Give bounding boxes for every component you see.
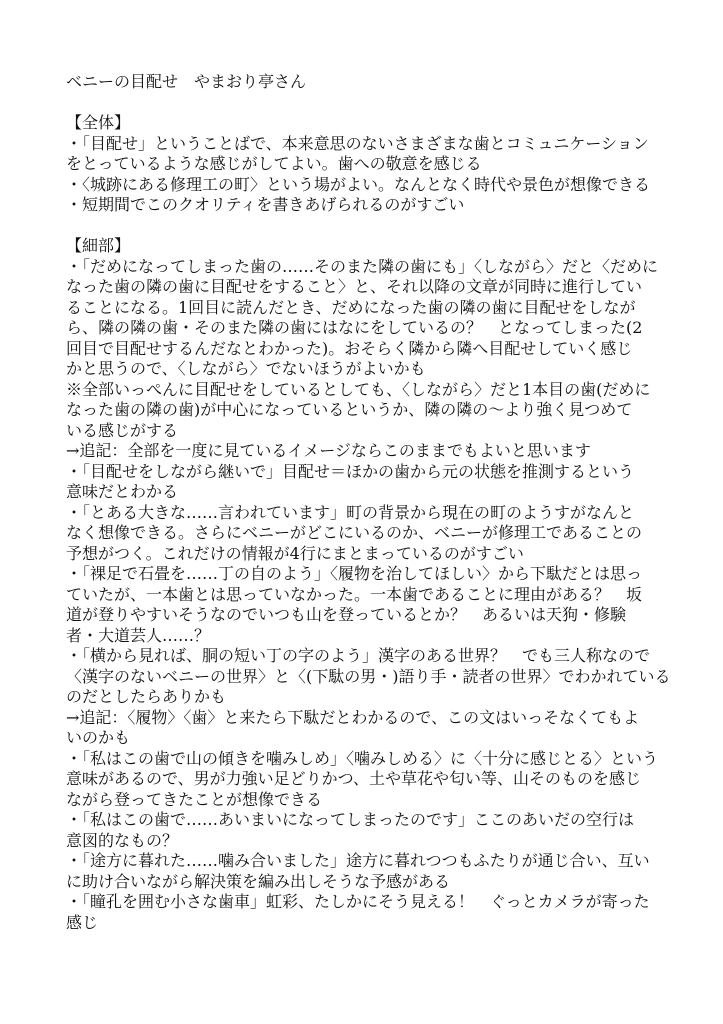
text-line: 者・大道芸人……？	[66, 625, 211, 645]
text-line: いる感じがする	[66, 420, 179, 440]
text-line: なった歯の隣の歯に目配せをすること〉と、それ以降の文章が同時に進行してい	[66, 277, 643, 296]
text-line: ・「私はこの歯で山の傾きを噛みしめ」〈噛みしめる〉に〈十分に感じとる〉という	[66, 748, 659, 768]
text-line: ※全部いっぺんに目配せをしているとしても、〈しながら〉だと1本目の歯(だめに	[66, 379, 651, 399]
blank-line	[66, 93, 683, 114]
text-line: 回目で目配せするんだなとわかった)。おそらく隣から隣へ目配せしていく感じ	[66, 338, 633, 358]
section-heading-details: 【細部】	[66, 236, 131, 255]
text-line: ・短期間でこのクオリティを書きあげられるのがすごい	[66, 195, 465, 214]
text-line: 感じ	[66, 912, 99, 932]
text-line: なく想像できる。さらにベニーがどこにいるのか、ベニーが修理工であることの	[66, 523, 643, 542]
text-line: に助け合いながら解決策を編み出しそうな予感がある	[66, 871, 451, 891]
text-line: →追記：全部を一度に見ているイメージならこのままでもよいと思います	[66, 441, 591, 460]
text-line: ・「目配せをしながら継いで」目配せ＝ほかの歯から元の状態を推測するという	[66, 461, 635, 481]
text-line: のだとしたらありかも	[66, 687, 227, 706]
text-line: なった歯の隣の歯)が中心になっているというか、隣の隣の～より強く見つめて	[66, 400, 633, 419]
text-line: いのかも	[66, 728, 131, 747]
text-line: かと思うので、〈しながら〉でないほうがよいかも	[66, 359, 426, 378]
text-line: 意図的なもの？	[66, 830, 179, 850]
section-overall-body	[66, 134, 683, 216]
text-line: ・「瞳孔を囲む小さな歯車」虹彩、たしかにそう見える！ ぐっとカメラが寄った	[66, 892, 650, 911]
text-line: ら、隣の隣の歯・そのまた隣の歯にはなにをしているの？ となってしまった(2	[66, 318, 643, 337]
text-line: ることになる。1回目に読んだとき、だめになった歯の隣の歯に目配せをしなが	[66, 297, 636, 317]
section-heading-overall: 【全体】	[66, 113, 131, 132]
text-line: ・〈城跡にある修理工の町〉という場がよい。なんとなく時代や景色が想像できる	[66, 174, 651, 194]
text-line: をとっているような感じがしてよい。歯への敬意を感じる	[66, 154, 482, 173]
blank-line	[66, 216, 683, 237]
text-line: 意味があるので、男が力強い足どりかつ、土や草花や匂い等、山そのものを感じ	[66, 769, 642, 788]
text-line: ・「裸足で石畳を……丁の自のよう」〈履物を治してほしい〉から下駄だとは思っ	[66, 564, 643, 583]
text-line: ながら登ってきたことが想像できる	[66, 789, 323, 809]
section-overall	[66, 113, 683, 216]
text-line: 意味だとわかる	[66, 482, 179, 501]
text-line: ・「私はこの歯で……あいまいになってしまったのです」ここのあいだの空行は	[66, 810, 635, 829]
text-line: ・「横から見れば、胴の短い丁の字のよう」漢字のある世界？ でも三人称なので	[66, 646, 651, 665]
text-line: 道が登りやすいそうなのでいつも山を登っているとか？ あるいは天狗・修験	[66, 605, 627, 624]
text-line: 予想がつく。これだけの情報が4行にまとまっているのがすごい	[66, 543, 524, 563]
section-details	[66, 236, 683, 933]
text-line: ・「とある大きな……言われています」町の背景から現在の町のようすがなんと	[66, 502, 635, 522]
text-line: 〈漢字のないベニーの世界〉と〈(下駄の男・)語り手・読者の世界〉でわかれている	[66, 666, 671, 686]
text-line: ・「途方に暮れた……噛み合いました」途方に暮れつつもふたりが通じ合い、互い	[66, 851, 650, 870]
text-line: →追記：〈履物〉〈歯〉と来たら下駄だとわかるので、この文はいっそなくてもよ	[66, 707, 640, 727]
document-title: ベニーの目配せ やまおり亭さん	[66, 72, 307, 91]
text-line: ていたが、一本歯とは思っていなかった。一本歯であることに理由がある？ 坂	[66, 584, 643, 604]
text-line: ・「だめになってしまった歯の……そのまた隣の歯にも」〈しながら〉だと〈だめに	[66, 256, 659, 276]
section-details-body	[66, 257, 683, 934]
text-line: ・「目配せ」ということばで、本来意思のないさまざまな歯とコミュニケーション	[66, 133, 649, 153]
